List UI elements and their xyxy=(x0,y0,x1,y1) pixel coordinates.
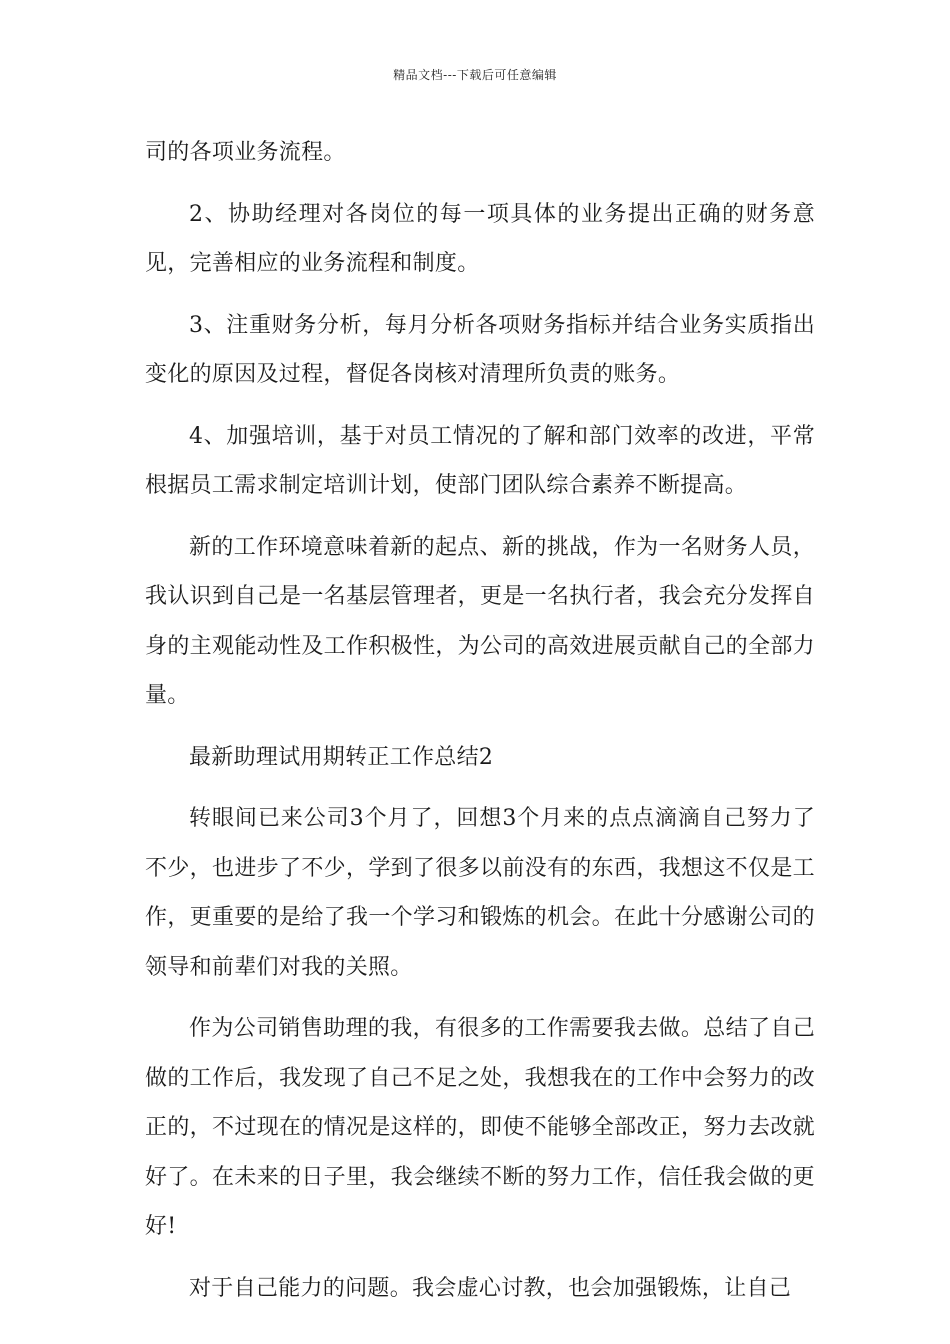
paragraph-conclusion: 新的工作环境意味着新的起点、新的挑战，作为一名财务人员，我认识到自己是一名基层管理者，更是一名执行者，我会充分发挥自身的主观能动性及工作积极性，为公司的高效进展贡献自己的全部力量。 xyxy=(145,534,815,708)
paragraph-work: 作为公司销售助理的我，有很多的工作需要我去做。总结了自己做的工作后，我发现了自己不足之处，我想我在的工作中会努力的改正的，不过现在的情况是这样的，即使不能够全部改正，努力去改就好了。在未来的日子里，我会继续不断的努力工作，信任我会做的更好! xyxy=(145,1016,815,1239)
page-header: 精品文档---下载后可任意编辑 xyxy=(393,68,557,82)
paragraph-continuation: 司的各项业务流程。 xyxy=(145,140,346,165)
paragraph-item-4: 4、加强培训，基于对员工情况的了解和部门效率的改进，平常根据员工需求制定培训计划，使部门团队综合素养不断提高。 xyxy=(145,423,815,498)
paragraph-ability: 对于自己能力的问题。我会虚心讨教，也会加强锻炼，让自己 xyxy=(189,1275,792,1301)
section-title: 最新助理试用期转正工作总结2 xyxy=(189,744,494,770)
paragraph-item-2: 2、协助经理对各岗位的每一项具体的业务提出正确的财务意见，完善相应的业务流程和制度。 xyxy=(145,201,815,276)
document-body xyxy=(145,128,815,1313)
paragraph-item-3: 3、注重财务分析，每月分析各项财务指标并结合业务实质指出变化的原因及过程，督促各岗核对清理所负责的账务。 xyxy=(145,312,815,387)
paragraph-intro: 转眼间已来公司3个月了，回想3个月来的点点滴滴自己努力了不少，也进步了不少，学到了很多以前没有的东西，我想这不仅是工作，更重要的是给了我一个学习和锻炼的机会。在此十分感谢公司的领导和前辈们对我的关照。 xyxy=(145,806,815,980)
